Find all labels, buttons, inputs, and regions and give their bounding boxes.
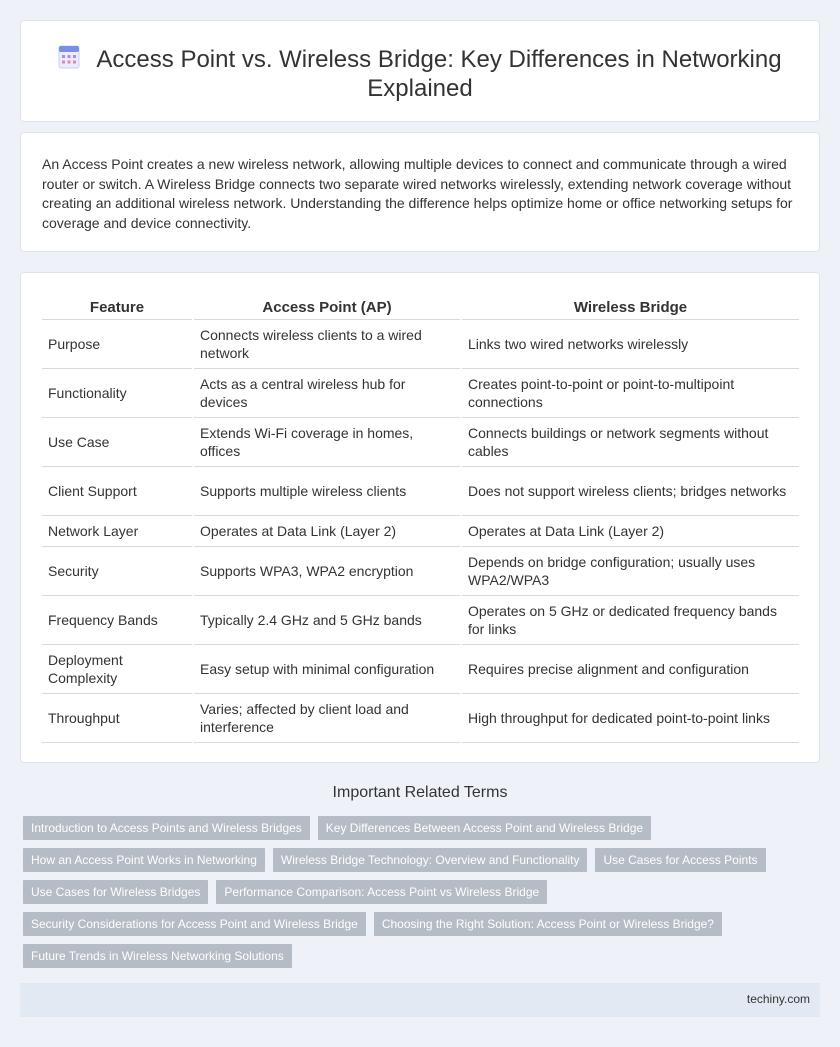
intro-paragraph: An Access Point creates a new wireless network, allowing multiple devices to connect and communicate through a wired router or switch. A Wireless Bridge connects two separate wired networks wirelessly, extending network coverage without creating an additional wireless network. Understanding the difference helps optimize home or office networking setups for coverage and device connectivity. — [42, 156, 793, 231]
related-term-link[interactable]: Performance Comparison: Access Point vs Wireless Bridge — [216, 880, 547, 904]
related-term-link[interactable]: Wireless Bridge Technology: Overview and Functionality — [273, 848, 588, 872]
row-access-point: Connects wireless clients to a wired network — [193, 319, 461, 368]
title-card — [20, 20, 820, 122]
footer-site-name[interactable]: techiny.com — [746, 992, 810, 1006]
row-wireless-bridge: Operates at Data Link (Layer 2) — [461, 515, 799, 546]
related-term-link[interactable]: Introduction to Access Points and Wireless Bridges — [23, 816, 310, 840]
row-access-point: Acts as a central wireless hub for devices — [193, 368, 461, 417]
table-row — [42, 417, 799, 466]
table-row — [42, 466, 799, 515]
row-feature: Use Case — [42, 417, 193, 466]
table-row — [42, 595, 799, 644]
table-row — [42, 693, 799, 742]
related-term-link[interactable]: Future Trends in Wireless Networking Solutions — [23, 944, 292, 968]
related-term-link[interactable]: Security Considerations for Access Point and Wireless Bridge — [23, 912, 366, 936]
comparison-card — [20, 272, 820, 763]
row-wireless-bridge: Operates on 5 GHz or dedicated frequency bands for links — [461, 595, 799, 644]
intro-card — [20, 132, 820, 252]
table-row — [42, 644, 799, 693]
row-access-point: Supports multiple wireless clients — [193, 466, 461, 515]
row-feature: Purpose — [42, 319, 193, 368]
footer — [20, 983, 820, 1017]
related-term-link[interactable]: Use Cases for Wireless Bridges — [23, 880, 208, 904]
row-feature: Network Layer — [42, 515, 193, 546]
table-row — [42, 546, 799, 595]
row-access-point: Extends Wi-Fi coverage in homes, offices — [193, 417, 461, 466]
row-feature: Security — [42, 546, 193, 595]
header-access-point: Access Point (AP) — [193, 295, 461, 319]
row-wireless-bridge: Links two wired networks wirelessly — [461, 319, 799, 368]
row-wireless-bridge: Creates point-to-point or point-to-multipoint connections — [461, 368, 799, 417]
related-term-link[interactable]: Use Cases for Access Points — [595, 848, 765, 872]
row-wireless-bridge: Depends on bridge configuration; usually uses WPA2/WPA3 — [461, 546, 799, 595]
document-grid-icon — [58, 45, 80, 69]
title-line-2: Explained — [367, 75, 473, 102]
row-access-point: Easy setup with minimal configuration — [193, 644, 461, 693]
row-access-point: Supports WPA3, WPA2 encryption — [193, 546, 461, 595]
row-wireless-bridge: Connects buildings or network segments without cables — [461, 417, 799, 466]
header-feature: Feature — [42, 295, 193, 319]
row-access-point: Operates at Data Link (Layer 2) — [193, 515, 461, 546]
row-wireless-bridge: Requires precise alignment and configuration — [461, 644, 799, 693]
table-row — [42, 368, 799, 417]
related-terms-heading: Important Related Terms — [332, 784, 508, 801]
row-feature: Client Support — [42, 466, 193, 515]
row-access-point: Typically 2.4 GHz and 5 GHz bands — [193, 595, 461, 644]
title-line-1: Access Point vs. Wireless Bridge: Key Differences in Networking — [96, 46, 782, 73]
related-terms-list — [23, 816, 813, 976]
row-feature: Deployment Complexity — [42, 644, 193, 693]
row-wireless-bridge: Does not support wireless clients; bridges networks — [461, 466, 799, 515]
related-term-link[interactable]: Key Differences Between Access Point and Wireless Bridge — [318, 816, 651, 840]
related-term-link[interactable]: Choosing the Right Solution: Access Point or Wireless Bridge? — [374, 912, 722, 936]
comparison-table — [42, 295, 799, 743]
page-title — [21, 45, 819, 103]
row-access-point: Varies; affected by client load and interference — [193, 693, 461, 742]
table-header-row — [42, 295, 799, 319]
row-feature: Throughput — [42, 693, 193, 742]
table-row — [42, 319, 799, 368]
related-term-link[interactable]: How an Access Point Works in Networking — [23, 848, 265, 872]
row-feature: Frequency Bands — [42, 595, 193, 644]
header-wireless-bridge: Wireless Bridge — [461, 295, 799, 319]
table-row — [42, 515, 799, 546]
row-wireless-bridge: High throughput for dedicated point-to-point links — [461, 693, 799, 742]
row-feature: Functionality — [42, 368, 193, 417]
